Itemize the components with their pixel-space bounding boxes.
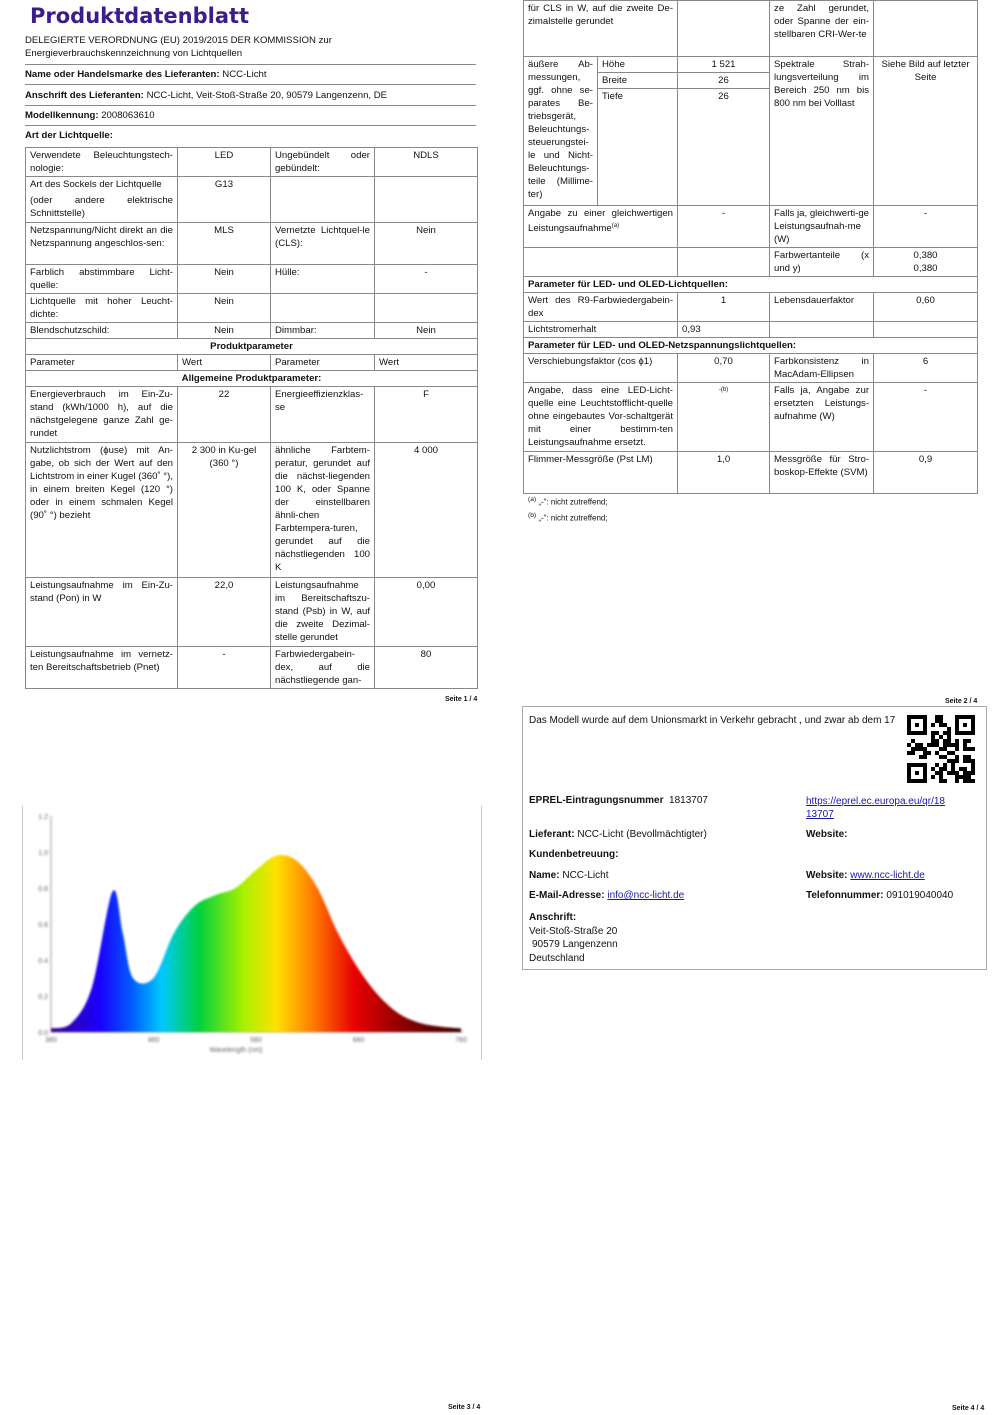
cell <box>271 177 375 223</box>
cell: Leistungsaufnahme im Ein-Zu-stand (Pon) in W <box>26 578 178 647</box>
cell <box>598 57 678 206</box>
cell: Nein <box>375 223 478 265</box>
spectrum-chart <box>23 806 481 1060</box>
table-row <box>524 206 978 248</box>
market-info-box <box>522 706 987 970</box>
cell: Angabe, dass eine LED-Licht-quelle eine Leuchtstofflicht-quelle ohne eingebautes Vor-schaltgerät mit einer bestimm-ten Leistungsaufnahme ersetzt. <box>524 383 678 452</box>
table-row <box>26 578 478 647</box>
table-row <box>524 322 978 338</box>
x-tick-label: 680 <box>352 1037 365 1044</box>
supplier-label: Name oder Handelsmarke des Lieferanten: <box>25 69 220 80</box>
website-label: Website: <box>806 829 848 840</box>
cell: 0,60 <box>874 293 978 322</box>
equiv-power-label: Angabe zu einer gleichwertigen Leistungsaufnahme <box>528 208 674 235</box>
cell: G13 <box>178 177 271 223</box>
cell <box>874 248 978 277</box>
cell: - <box>678 206 770 248</box>
cell: Energieeffizienzklas-se <box>271 387 375 443</box>
cell: ähnliche Farbtem-peratur, gerundet auf die nächst-liegenden 100 K, oder Spanne der einstellbaren ähnli-chen Farbtempera-turen, gerundet auf die nächstliegenden 100 K <box>271 443 375 578</box>
cell: Spektrale Strah-lungsverteilung im Bereich 250 nm bis 800 nm bei Volllast <box>770 57 874 206</box>
cell: Ungebündelt oder gebündelt: <box>271 148 375 177</box>
section-heading: Produktparameter <box>26 339 478 355</box>
y-tick-label: 0.6 <box>38 922 48 929</box>
regulation-text: DELEGIERTE VERORDNUNG (EU) 2019/2015 DER KOMMISSION zur Energieverbrauchskennzeichnung von Lichtquellen <box>25 34 476 65</box>
cell <box>874 322 978 338</box>
cell: 2 300 in Ku-gel (360 °) <box>178 443 271 578</box>
type-label: Art der Lichtquelle: <box>25 130 113 141</box>
y-tick-label: 0.2 <box>38 994 48 1001</box>
address-row <box>25 89 476 106</box>
chroma-x: 0,380 <box>913 250 938 261</box>
x-tick-label: 780 <box>455 1037 467 1044</box>
supplier-label: Lieferant: <box>529 829 575 840</box>
eprel-link-line1[interactable]: https://eprel.ec.europa.eu/qr/18 <box>806 796 945 807</box>
cell: Siehe Bild auf letzter Seite <box>874 57 978 206</box>
cell: Farbkonsistenz in MacAdam-Ellipsen <box>770 354 874 383</box>
cell: ze Zahl gerundet, oder Spanne der ein-stellbaren CRI-Wer-te <box>770 1 874 57</box>
page-number: Seite 3 / 4 <box>448 1404 481 1411</box>
phone-label: Telefonnummer: <box>806 890 884 901</box>
table-row <box>524 293 978 322</box>
table-row <box>524 57 978 206</box>
cell: Vernetzte Lichtquel-le (CLS): <box>271 223 375 265</box>
column-header: Wert <box>178 355 271 371</box>
supplier-row <box>25 68 476 85</box>
page-number: Seite 4 / 4 <box>952 1405 985 1412</box>
cell: Hülle: <box>271 265 375 294</box>
phone-row <box>806 890 953 901</box>
table-row <box>524 248 978 277</box>
cell: Verwendete Beleuchtungstech-nologie: <box>26 148 178 177</box>
supplier-value: NCC-Licht (Bevollmächtigter) <box>577 829 707 840</box>
email-row <box>529 890 684 901</box>
cell: F <box>375 387 478 443</box>
dim-depth-value: 26 <box>718 91 729 102</box>
table-row <box>524 277 978 293</box>
table-row <box>26 323 478 339</box>
light-source-table <box>25 147 478 689</box>
model-row <box>25 109 476 126</box>
cell <box>375 177 478 223</box>
cell: 22,0 <box>178 578 271 647</box>
table-row <box>524 354 978 383</box>
cell: MLS <box>178 223 271 265</box>
footnote-mark: (a) <box>611 223 620 229</box>
dim-width-value: 26 <box>678 73 769 89</box>
spectrum-chart-frame <box>22 806 482 1060</box>
cell: Nein <box>375 323 478 339</box>
eprel-value: 1813707 <box>669 795 708 806</box>
cell: 0,9 <box>874 452 978 494</box>
cell <box>524 248 678 277</box>
cell: Energieverbrauch im Ein-Zu-stand (kWh/1000 h), auf die nächstgelegene ganze Zahl ge-rundet <box>26 387 178 443</box>
eprel-row <box>529 795 708 806</box>
cell: Farbwertanteile (x und y) <box>770 248 874 277</box>
cell: Lichtquelle mit hoher Leucht-dichte: <box>26 294 178 323</box>
cell: Leistungsaufnahme im vernetz-ten Bereitschaftsbetrieb (Pnet) <box>26 647 178 689</box>
cell: - <box>874 383 978 452</box>
section-heading: Allgemeine Produktparameter: <box>26 371 478 387</box>
table-row <box>26 443 478 578</box>
socket-note: (oder andere elektrische Schnittstelle) <box>30 195 173 219</box>
cell: Blendschutzschild: <box>26 323 178 339</box>
cell: Nutzlichtstrom (ϕuse) mit An-gabe, ob sich der Wert auf den Lichtstrom in einer Kugel (360˚ °), in einem breiten Kegel (120 °) oder in einem schmalen Kegel (90˚ °) bezieht <box>26 443 178 578</box>
cell: LED <box>178 148 271 177</box>
table-row <box>26 387 478 443</box>
market-intro: Das Modell wurde auf dem Unionsmarkt in Verkehr gebracht , und zwar ab dem 17 <box>529 715 896 726</box>
website2-label: Website: <box>806 870 848 881</box>
section-heading: Parameter für LED- und OLED-Netzspannungslichtquellen: <box>524 338 978 354</box>
cell: 1 <box>678 293 770 322</box>
name-label: Name: <box>529 870 560 881</box>
cell: Lichtstromerhalt <box>524 322 678 338</box>
cell: Farbwiedergabein-dex, auf die nächstliegende gan- <box>271 647 375 689</box>
dim-depth-label: Tiefe <box>602 91 623 102</box>
y-tick-label: 0.0 <box>38 1030 48 1037</box>
eprel-link[interactable] <box>806 795 945 821</box>
footnote-text: „-“: nicht zutreffend; <box>538 513 608 523</box>
address-line: Veit-Stoß-Straße 20 <box>529 925 618 937</box>
dim-height-label: Höhe <box>598 57 677 73</box>
cell <box>524 206 678 248</box>
cell <box>26 177 178 223</box>
phone-value: 091019040040 <box>886 890 954 901</box>
footnote-b <box>528 512 608 523</box>
footnote-a <box>528 496 608 507</box>
led-parameter-table <box>523 0 978 494</box>
x-axis-label: Wavelength (nm) <box>209 1047 263 1054</box>
page-number: Seite 1 / 4 <box>445 696 478 703</box>
cell: Lebensdauerfaktor <box>770 293 874 322</box>
cell: Netzspannung/Nicht direkt an die Netzspannung angeschlos-sen: <box>26 223 178 265</box>
cell: Dimmbar: <box>271 323 375 339</box>
cell: Wert des R9-Farbwiedergabein-dex <box>524 293 678 322</box>
cell: 22 <box>178 387 271 443</box>
cell <box>770 322 874 338</box>
spectrum-area <box>51 855 461 1032</box>
section-heading: Parameter für LED- und OLED-Lichtquellen: <box>524 277 978 293</box>
cell <box>375 294 478 323</box>
x-tick-label: 480 <box>147 1037 160 1044</box>
supplier-row <box>529 829 707 840</box>
footnote-text: „-“: nicht zutreffend; <box>538 497 608 507</box>
cell: 6 <box>874 354 978 383</box>
email-label: E-Mail-Adresse: <box>529 890 605 901</box>
table-row <box>524 452 978 494</box>
cell: Messgröße für Stro-boskop-Effekte (SVM) <box>770 452 874 494</box>
cell: Flimmer-Messgröße (Pst LM) <box>524 452 678 494</box>
cell: 0,00 <box>375 578 478 647</box>
cell <box>678 1 770 57</box>
dim-width-label: Breite <box>598 73 677 89</box>
cell: Falls ja, gleichwerti-ge Leistungsaufnah-me (W) <box>770 206 874 248</box>
table-row <box>26 339 478 355</box>
cell: Verschiebungsfaktor (cos ϕ1) <box>524 354 678 383</box>
cell: - <box>375 265 478 294</box>
cell: 1,0 <box>678 452 770 494</box>
column-header: Wert <box>375 355 478 371</box>
dimensions-label: äußere Ab-messungen, ggf. ohne se-parates Be-triebsgerät, Beleuchtungs-steuerungstei-le und Nicht-Beleuchtungs-teile (Millime-ter) <box>524 57 598 206</box>
cell: NDLS <box>375 148 478 177</box>
cell: 80 <box>375 647 478 689</box>
address-block <box>529 911 618 965</box>
table-row <box>26 177 478 223</box>
cell: Nein <box>178 265 271 294</box>
qr-code-icon[interactable] <box>907 715 975 783</box>
address-label: Anschrift des Lieferanten: <box>25 90 144 101</box>
address-line: 90579 Langenzenn <box>532 939 618 950</box>
cell: 4 000 <box>375 443 478 578</box>
dim-height-value: 1 521 <box>678 57 769 73</box>
table-row <box>524 338 978 354</box>
y-tick-label: 0.8 <box>38 886 48 893</box>
table-row <box>26 148 478 177</box>
supplier-value: NCC-Licht <box>222 69 267 80</box>
cell: 0,93 <box>678 322 770 338</box>
model-label: Modellkennung: <box>25 110 99 121</box>
table-row <box>26 265 478 294</box>
address-value: NCC-Licht, Veit-Stoß-Straße 20, 90579 Langenzenn, DE <box>146 90 388 101</box>
cell: -(b) <box>678 383 770 452</box>
cell: Leistungsaufnahme im Bereitschaftszu-stand (Psb) in W, auf die zweite Dezimal-stelle gerundet <box>271 578 375 647</box>
cell <box>678 248 770 277</box>
table-row <box>26 294 478 323</box>
name-value: NCC-Licht <box>562 870 609 881</box>
page-number: Seite 2 / 4 <box>945 698 978 705</box>
cell: Nein <box>178 294 271 323</box>
x-tick-label: 580 <box>250 1037 262 1044</box>
customer-service-label: Kundenbetreuung: <box>529 849 619 860</box>
y-tick-label: 1.0 <box>38 850 48 857</box>
table-row <box>26 647 478 689</box>
socket-label: Art des Sockels der Lichtquelle <box>30 179 162 190</box>
table-row <box>524 1 978 57</box>
cell: Farblich abstimmbare Licht-quelle: <box>26 265 178 294</box>
cell: 0,70 <box>678 354 770 383</box>
column-header: Parameter <box>26 355 178 371</box>
type-row <box>25 129 476 145</box>
email-link[interactable]: info@ncc-licht.de <box>607 890 685 901</box>
address-label: Anschrift: <box>529 912 577 923</box>
x-tick-label: 380 <box>45 1037 57 1044</box>
chroma-y: 0,380 <box>913 263 938 274</box>
y-tick-label: 1.2 <box>38 814 48 821</box>
cell <box>271 294 375 323</box>
address-line: Deutschland <box>529 952 585 964</box>
website-link[interactable]: www.ncc-licht.de <box>850 870 925 881</box>
cell: Nein <box>178 323 271 339</box>
table-row <box>524 383 978 452</box>
column-header: Parameter <box>271 355 375 371</box>
footnote-mark: (a) <box>528 496 537 503</box>
table-header-row <box>26 355 478 371</box>
y-tick-label: 0.4 <box>38 958 48 965</box>
cell: Falls ja, Angabe zur ersetzten Leistungs-aufnahme (W) <box>770 383 874 452</box>
cell: - <box>874 206 978 248</box>
cell <box>874 1 978 57</box>
footnote-mark: (b) <box>528 512 537 519</box>
page-title: Produktdatenblatt <box>30 4 250 28</box>
cell: - <box>178 647 271 689</box>
website2-row <box>806 870 925 881</box>
model-value: 2008063610 <box>101 110 155 121</box>
table-row <box>26 371 478 387</box>
table-row <box>26 223 478 265</box>
eprel-label: EPREL-Eintragungsnummer <box>529 795 664 806</box>
cell <box>678 57 770 206</box>
name-row <box>529 870 608 881</box>
eprel-link-line2[interactable]: 13707 <box>806 809 834 820</box>
cell: für CLS in W, auf die zweite De-zimalstelle gerundet <box>524 1 678 57</box>
